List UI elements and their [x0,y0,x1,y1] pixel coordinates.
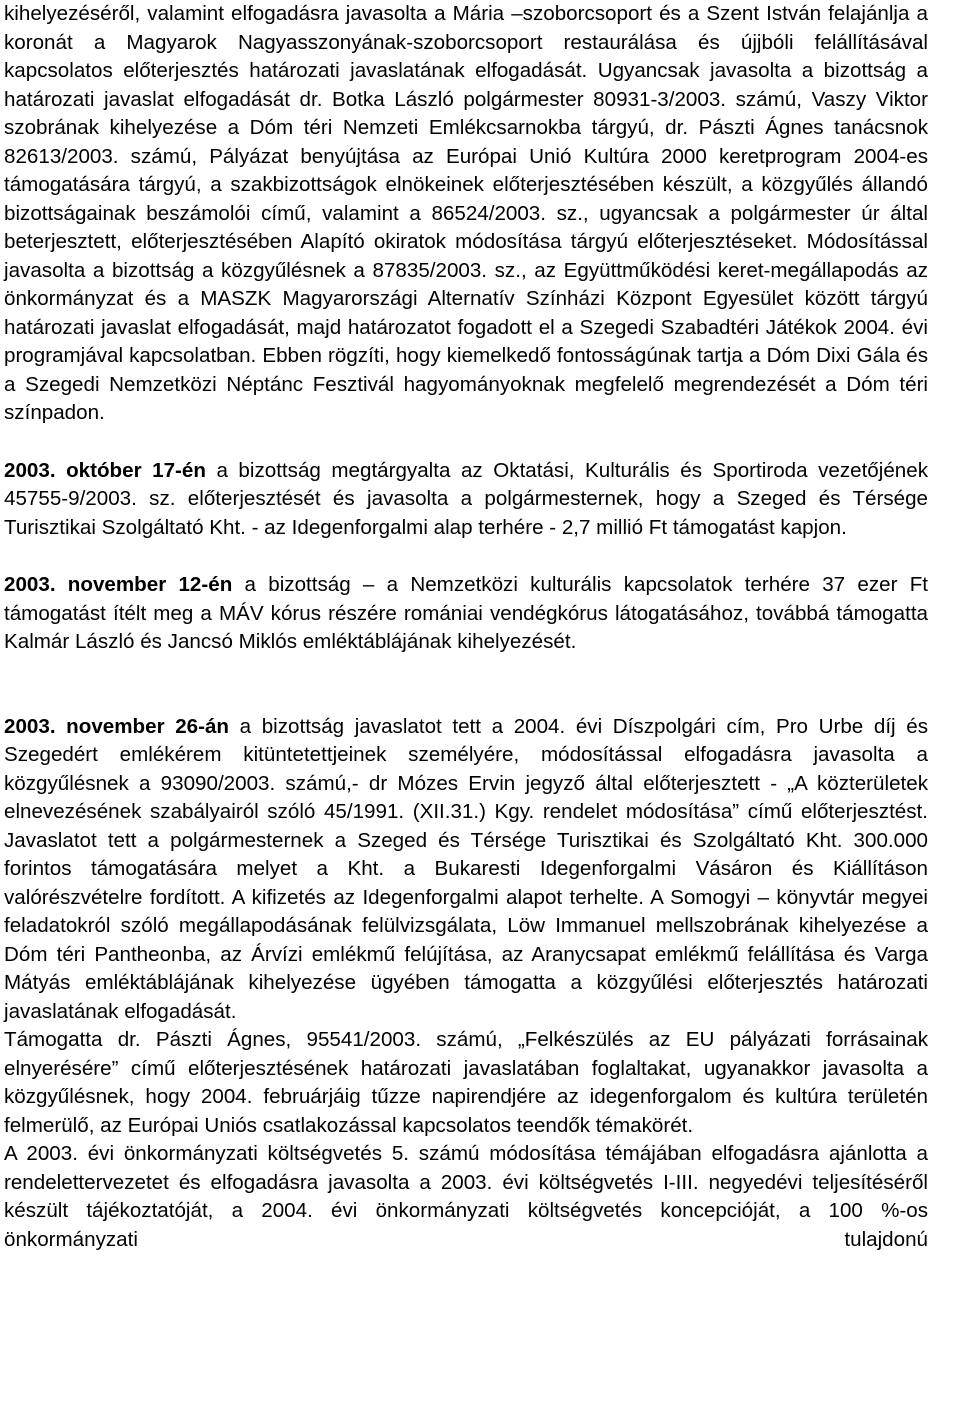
paragraph-text: A 2003. évi önkormányzati költségvetés 5. számú módosítása témájában elfogadásra ajánlotta a rendelettervezetet és elfogadásra javasolta a 2003. évi költségvetés I-III. negyedévi teljesítéséről készült tájékoztatóját, a 2004. évi önkormányzati költségvetés koncepcióját, a 100 %-os önkormányzati tulajdonú [4,1142,928,1251]
paragraph-text: a bizottság – a Nemzetközi kulturális kapcsolatok terhére 37 ezer Ft támogatást ítélt meg a MÁV kórus részére romániai vendégkórus látogatásához, továbbá támogatta Kalmár László és Jancsó Miklós emléktáblájának kihelyezését. [4,573,929,653]
paragraph-text: kihelyezéséről, valamint elfogadásra javasolta a Mária –szoborcsoport és a Szent István felajánlja a koronát a Magyarok Nagyasszonyának-szoborcsoport restaurálása és újjbóli felállításával kapcsolatos előterjesztés határozati javaslatának elfogadását. Ugyancsak javasolta a bizottság a határozati javaslat elfogadását dr. Botka László polgármester 80931-3/2003. számú, Vaszy Viktor szobrának kihelyezése a Dóm téri Nemzeti Emlékcsarnokba tárgyú, dr. Pászti Ágnes tanácsnok 82613/2003. számú, Pályázat benyújtása az Európai Unió Kultúra 2000 keretprogram 2004-es támogatására tárgyú, a szakbizottságok elnökeinek előterjesztésében készült, a közgyűlés állandó bizottságainak beszámolói című, valamint a 86524/2003. sz., ugyancsak a polgármester úr által beterjesztett, előterjesztésében Alapító okiratok módosítása tárgyú előterjesztéseket. Módosítással javasolta a bizottság a közgyűlésnek a 87835/2003. sz., az Együttműködési keret-megállapodás az önkormányzat és a MASZK Magyarországi Alternatív Színházi Központ Egyesület között tárgyú határozati javaslat elfogadását, majd határozatot fogadott el a Szegedi Szabadtéri Játékok 2004. évi programjával kapcsolatban. Ebben rögzíti, hogy kiemelkedő fontosságúnak tartja a Dóm Dixi Gála és a Szegedi Nemzetközi Néptánc Fesztivál hagyományoknak megfelelő megrendezését a Dóm téri színpadon. [4,2,928,424]
document-page [4,0,928,1254]
paragraph-date: 2003. október 17-én [4,458,206,482]
paragraph-text: a bizottság megtárgyalta az Oktatási, Kulturális és Sportiroda vezetőjének 45755-9/2003. sz. előterjesztését és javasolta a polgármesternek, hogy a Szeged és Térsége Turisztikai Szolgáltató Kht. - az Idegenforgalmi alap terhére - 2,7 millió Ft támogatást kapjon. [4,458,928,539]
paragraph-november-26 [4,713,928,1027]
paragraph-spacer [4,657,928,713]
paragraph-date: 2003. november 26-án [4,714,230,738]
paragraph-date: 2003. november 12-én [4,573,233,596]
paragraph-text: Támogatta dr. Pászti Ágnes, 95541/2003. számú, „Felkészülés az EU pályázati forrásainak elnyerésére” című előterjesztésének határozati javaslatában foglaltakat, ugyanakkor javasolta a közgyűlésnek, hogy 2004. februárjáig tűzze napirendjére az idegenforgalom és kultúra területén felmerülő, az Európai Uniós csatlakozással kapcsolatos teendők témakörét. [4,1028,928,1137]
paragraph-october-17 [4,457,928,543]
paragraph-eu-tenders [4,1026,928,1140]
paragraph-text: a bizottság javaslatot tett a 2004. évi Díszpolgári cím, Pro Urbe díj és Szegedért emlékérem kitüntetettjeinek személyére, módosítással elfogadásra javasolta a közgyűlésnek a 93090/2003. számú,- dr Mózes Ervin jegyző által előterjesztett - „A közterületek elnevezésének szabályairól szóló 45/1991. (XII.31.) Kgy. rendelet módosítása” című előterjesztést. Javaslatot tett a polgármesternek a Szeged és Térsége Turisztikai és Szolgáltató Kht. 300.000 forintos támogatására melyet a Kht. a Bukaresti Idegenforgalmi Vásáron és Kiállításon valórészvételre fordított. A kifizetés az Idegenforgalmi alapot terhelte. A Somogyi – könyvtár megyei feladatokról szóló megállapodásának felülvizsgálata, Löw Immanuel mellszobrának kihelyezése a Dóm téri Pantheonba, az Árvízi emlékmű felújítása, az Aranycsapat emlékmű felállítása és Varga Mátyás emléktáblájának kihelyezése ügyében támogatta a közgyűlési előterjesztés határozati javaslatának elfogadását. [4,714,929,1023]
paragraph-committee-proposals [4,0,928,428]
paragraph-spacer [4,428,928,457]
paragraph-spacer [4,542,928,571]
paragraph-budget [4,1140,928,1254]
paragraph-november-12 [4,571,928,657]
